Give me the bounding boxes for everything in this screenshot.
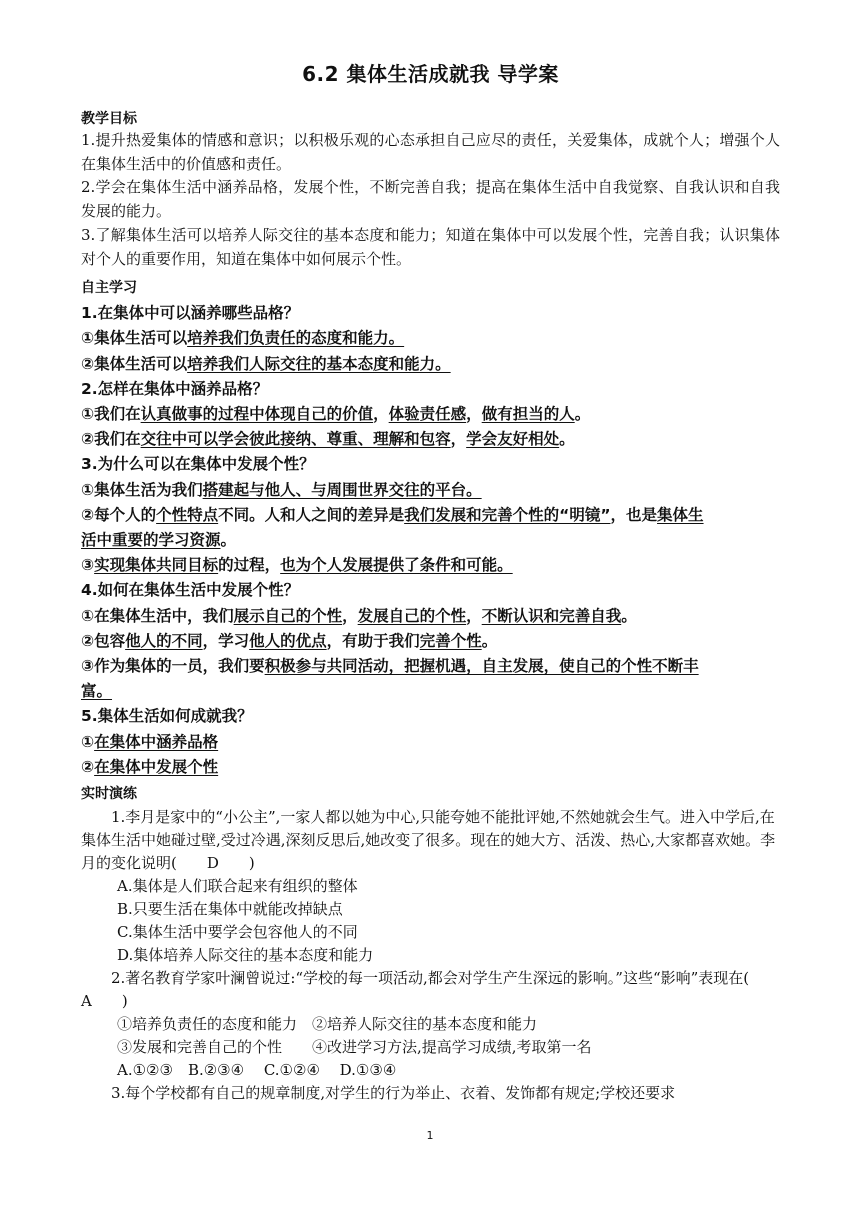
answer-key: 实现集体共同目标: [94, 556, 219, 575]
answer-text: 。: [220, 531, 237, 550]
answer-text: ，: [450, 430, 467, 449]
answer-key: 培养我们负责任的态度和能力。: [187, 329, 405, 348]
answer-text: 。: [481, 631, 498, 650]
answer-key: 我们发展和完善个性的“明镜”: [404, 505, 611, 524]
answer-text: ①在集体生活中，我们: [81, 606, 234, 625]
answer-key: 发展自己的个性: [357, 606, 467, 625]
answer-text: ②我们在: [81, 430, 141, 449]
option-c: C.集体生活中要学会包容他人的不同: [117, 923, 358, 942]
answer-text: ①集体生活可以: [81, 329, 188, 348]
self-study-section: [81, 275, 780, 780]
answer-key: 活中重要的学习资源: [81, 531, 221, 550]
answer-line: [81, 679, 780, 704]
answer-text: ③作为集体的一员，我们要: [81, 657, 265, 676]
question-1: 1.在集体中可以涵养哪些品格？: [81, 304, 300, 323]
answer-text: ①: [81, 732, 95, 751]
answer-key: 个性特点: [156, 505, 219, 524]
answer-text: 的过程，: [218, 556, 281, 575]
practice-question-3: 3.每个学校都有自己的规章制度,对学生的行为举止、衣着、发饰都有规定;学校还要求: [111, 1084, 676, 1103]
answer-text: ②集体生活可以: [81, 354, 188, 373]
question-item-row: ①培养负责任的态度和能力 ②培养人际交往的基本态度和能力: [117, 1015, 538, 1034]
answer-text: ②每个人的: [81, 505, 157, 524]
page-number: 1: [426, 1129, 434, 1142]
answer-line: [81, 326, 780, 351]
practice-heading: 实时演练: [81, 786, 137, 803]
answer-key: 学会友好相处: [466, 430, 560, 449]
self-study-heading: 自主学习: [81, 280, 137, 297]
objective-item: 1.提升热爱集体的情感和意识；以积极乐观的心态承担自己应尽的责任，关爱集体，成就个人；增强个人在集体生活中的价值感和责任。: [81, 131, 780, 173]
answer-key: 做有担当的人: [481, 405, 575, 424]
answer-key: 集体生: [657, 505, 704, 524]
answer-text: 不同。人和人之间的差异是: [218, 505, 405, 524]
answer-key: 搭建起与他人、与周围世界交往的平台。: [202, 480, 482, 499]
answer-text: ，: [466, 405, 482, 424]
answer-key: 也为个人发展提供了条件和可能。: [280, 556, 513, 575]
answer-line: [81, 755, 780, 780]
answer-line: [81, 604, 780, 629]
question-item-row: ③发展和完善自己的个性 ④改进学习方法,提高学习成绩,考取第一名: [117, 1038, 592, 1057]
answer-text: ②包容: [81, 631, 126, 650]
answer-text: ③: [81, 556, 95, 575]
objectives-heading: 教学目标: [81, 111, 137, 127]
practice-question-2: 2.著名教育学家叶澜曾说过:“学校的每一项活动,都会对学生产生深远的影响。”这些“影响”表现在( A ): [81, 969, 780, 1011]
answer-line: [81, 503, 780, 528]
answer-text: ，: [466, 606, 482, 625]
answer-text: ，学习: [202, 631, 250, 650]
answer-line: [81, 402, 780, 427]
answer-key: 他人的不同: [125, 631, 203, 650]
option-b: B.只要生活在集体中就能改掉缺点: [117, 900, 343, 919]
answer-key: 体验责任感: [388, 405, 467, 424]
answer-text: ①集体生活为我们: [81, 480, 203, 499]
answer-key: 富。: [81, 682, 113, 701]
answer-choices: A.①②③ B.②③④ C.①②④ D.①③④: [117, 1061, 397, 1080]
answer-line: [81, 730, 780, 755]
answer-line: [81, 654, 780, 679]
practice-section: [81, 782, 780, 1105]
answer-text: ，有助于我们: [326, 631, 420, 650]
page-title: 6.2 集体生活成就我 导学案: [302, 62, 559, 86]
question-2: 2.怎样在集体中涵养品格？: [81, 379, 269, 398]
answer-text: 。: [559, 430, 575, 449]
objective-item: 3.了解集体生活可以培养人际交往的基本态度和能力；知道在集体中可以发展个性，完善自我；认识集体对个人的重要作用，知道在集体中如何展示个性。: [81, 225, 780, 268]
answer-line: [81, 427, 780, 452]
answer-key: 不断认识和完善自我: [481, 606, 622, 625]
answer-key: 在集体中发展个性: [94, 757, 219, 776]
answer-text: ，也是: [610, 505, 658, 524]
practice-question-1: 1.李月是家中的“小公主”,一家人都以她为中心,只能夸她不能批评她,不然她就会生气。进入中学后,在集体生活中她碰过壁,受过冷遇,深刻反思后,她改变了很多。现在的她大方、活泼、热心,大家都喜欢她。李月的变化说明( D ): [81, 808, 776, 873]
objectives-section: [81, 109, 780, 271]
answer-line: [81, 352, 780, 377]
answer-text: ②: [81, 757, 95, 776]
answer-line: [81, 629, 780, 654]
answer-text: ，: [342, 606, 358, 625]
answer-line: [81, 528, 780, 553]
answer-text: 。: [621, 606, 637, 625]
answer-key: 展示自己的个性: [233, 606, 343, 625]
option-d: D.集体培养人际交往的基本态度和能力: [117, 946, 374, 965]
answer-key: 积极参与共同活动，把握机遇，自主发展，使自己的个性不断丰: [264, 657, 699, 676]
answer-text: 。: [574, 405, 591, 424]
answer-key: 培养我们人际交往的基本态度和能力。: [187, 354, 451, 373]
answer-key: 完善个性: [419, 631, 482, 650]
question-5: 5.集体生活如何成就我？: [81, 707, 253, 726]
answer-key: 交往中可以学会彼此接纳、尊重、理解和包容: [140, 430, 451, 449]
option-a: A.集体是人们联合起来有组织的整体: [117, 877, 358, 896]
answer-text: ，: [373, 405, 389, 424]
answer-key: 在集体中涵养品格: [94, 732, 219, 751]
answer-line: [81, 478, 780, 503]
question-3: 3.为什么可以在集体中发展个性？: [81, 455, 315, 474]
answer-text: ①我们在: [81, 405, 141, 424]
objective-item: 2.学会在集体生活中涵养品格，发展个性，不断完善自我；提高在集体生活中自我觉察、自我认识和自我发展的能力。: [81, 178, 780, 221]
answer-key: 认真做事的过程中体现自己的价值: [140, 405, 374, 424]
answer-key: 他人的优点: [249, 631, 327, 650]
question-4: 4.如何在集体生活中发展个性？: [81, 581, 300, 600]
answer-line: [81, 553, 780, 578]
